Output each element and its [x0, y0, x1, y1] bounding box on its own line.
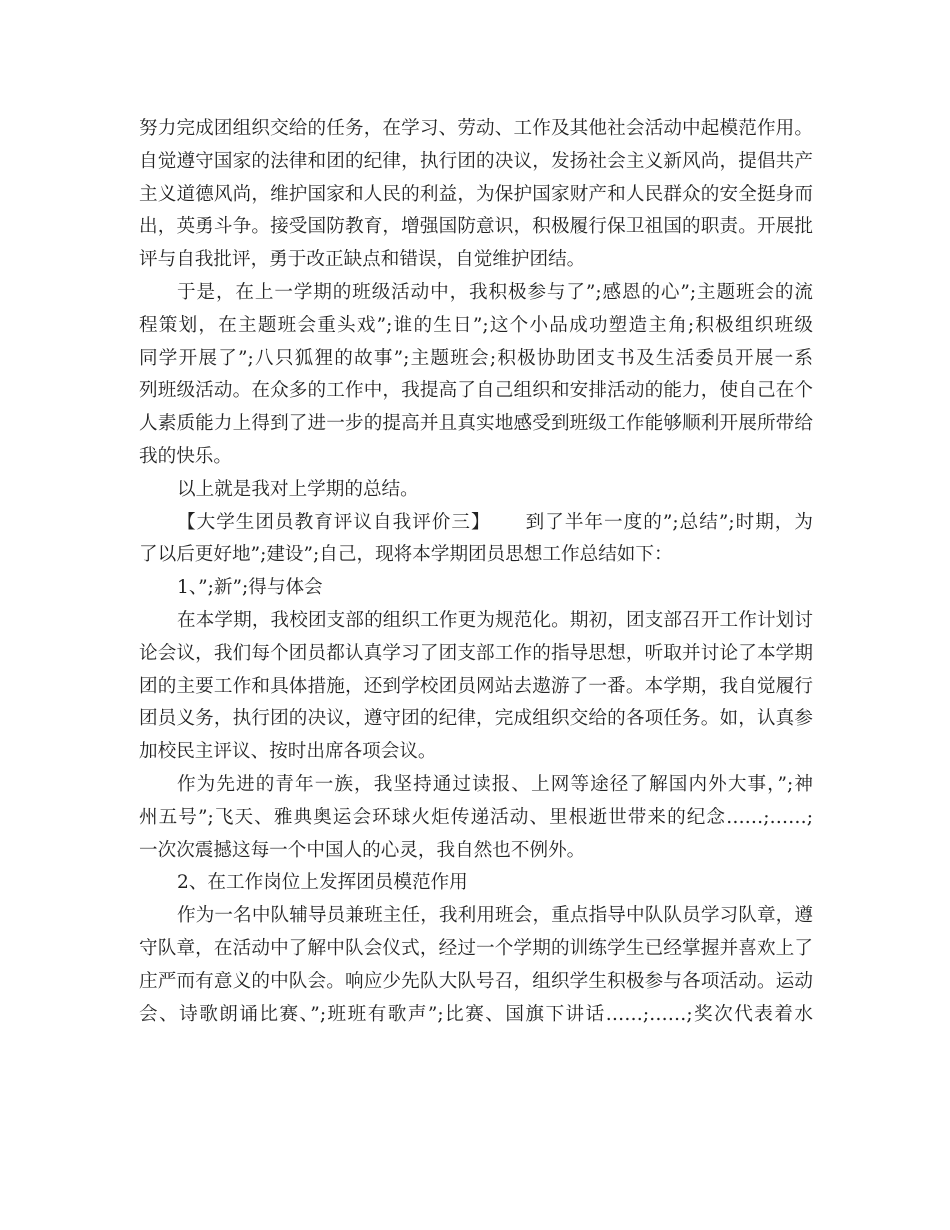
subheading-1: 1、”;新”;得与体会 [177, 577, 323, 599]
text-line: 人素质能力上得到了进一步的提高并且真实地感受到班级工作能够顺利开展所带给 [139, 413, 813, 435]
subheading-2: 2、在工作岗位上发挥团员模范作用 [177, 872, 468, 894]
text-line: 作为先进的青年一族，我坚持通过读报、上网等途径了解国内外大事，”;神 [177, 773, 813, 795]
text-line: 论会议，我们每个团员都认真学习了团支部工作的指导思想，听取并讨论了本学期 [139, 642, 813, 664]
text-line: 作为一名中队辅导员兼班主任，我利用班会，重点指导中队队员学习队章，遵 [177, 905, 813, 927]
text-line: 列班级活动。在众多的工作中，我提高了自己组织和安排活动的能力，使自己在个 [139, 380, 813, 402]
text-line: 评与自我批评，勇于改正缺点和错误，自觉维护团结。 [139, 249, 586, 271]
section-heading: 【大学生团员教育评议自我评价三】 [177, 511, 491, 533]
text-line: 加校民主评议、按时出席各项会议。 [139, 741, 437, 763]
text-line: 会、诗歌朗诵比赛、”;班班有歌声”;比赛、国旗下讲话……;……;奖次代表着水 [139, 1003, 813, 1025]
text-line: 同学开展了”;八只狐狸的故事”;主题班会;积极协助团支书及生活委员开展一系 [139, 347, 813, 369]
text-line: 团员义务，执行团的决议，遵守团的纪律，完成组织交给的各项任务。如，认真参 [139, 708, 813, 730]
text-line: 主义道德风尚，维护国家和人民的利益，为保护国家财产和人民群众的安全挺身而 [139, 183, 813, 205]
text-line: 于是，在上一学期的班级活动中，我积极参与了”;感恩的心”;主题班会的流 [177, 281, 813, 303]
text-line: 在本学期，我校团支部的组织工作更为规范化。期初，团支部召开工作计划讨 [177, 609, 813, 631]
text-line: 一次次震撼这每一个中国人的心灵，我自然也不例外。 [139, 839, 586, 861]
text-line: 程策划，在主题班会重头戏”;谁的生日”;这个小品成功塑造主角;积极组织班级 [139, 314, 813, 336]
text-line: 以上就是我对上学期的总结。 [177, 478, 419, 500]
document-body [139, 113, 813, 1031]
text-line: 了以后更好地”;建设”;自己，现将本学期团员思想工作总结如下： [139, 544, 673, 566]
section-heading-line [139, 507, 813, 540]
text-line: 出，英勇斗争。接受国防教育，增强国防意识，积极履行保卫祖国的职责。开展批 [139, 216, 813, 238]
text-line: 守队章，在活动中了解中队会仪式，经过一个学期的训练学生已经掌握并喜欢上了 [139, 937, 813, 959]
text-line: 团的主要工作和具体措施，还到学校团员网站去遨游了一番。本学期，我自觉履行 [139, 675, 813, 697]
text-line: 我的快乐。 [139, 445, 232, 467]
heading-continuation: 到了半年一度的”;总结”;时期，为 [524, 511, 813, 533]
text-line: 自觉遵守国家的法律和团的纪律，执行团的决议，发扬社会主义新风尚，提倡共产 [139, 150, 813, 172]
text-line: 庄严而有意义的中队会。响应少先队大队号召，组织学生积极参与各项活动。运动 [139, 970, 813, 992]
text-line: 努力完成团组织交给的任务，在学习、劳动、工作及其他社会活动中起模范作用。 [139, 118, 813, 139]
text-line: 州五号”;飞天、雅典奥运会环球火炬传递活动、里根逝世带来的纪念……;……; [139, 806, 813, 828]
